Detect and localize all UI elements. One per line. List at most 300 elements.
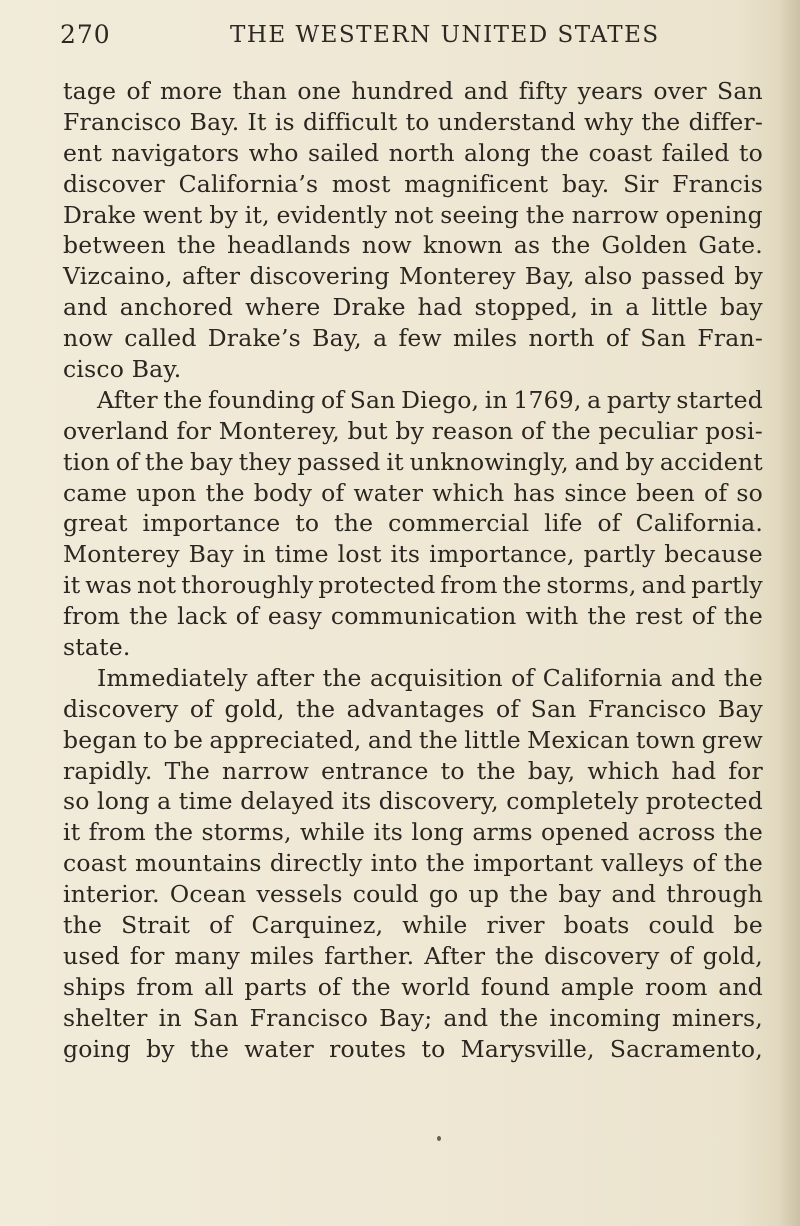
word: bay: [719, 293, 763, 322]
page-edge-shadow: [778, 0, 800, 1226]
word: California’s: [178, 169, 319, 198]
word: which: [432, 478, 505, 507]
word: also: [583, 262, 633, 291]
word: gold,: [702, 941, 763, 970]
word: thoroughly: [181, 571, 314, 600]
word: California.: [635, 509, 763, 538]
word: the: [495, 941, 535, 970]
word: differ-: [688, 107, 763, 136]
text-line: [63, 725, 763, 756]
text-line: [63, 941, 763, 972]
word: to: [405, 107, 430, 136]
word: it: [63, 818, 81, 847]
word: of: [235, 602, 259, 631]
word: the: [525, 200, 565, 229]
text-line: [63, 1034, 763, 1065]
text-line: [63, 478, 763, 509]
word: years: [577, 77, 644, 105]
word: directly: [269, 849, 363, 878]
word: in: [242, 540, 266, 569]
word: the: [509, 880, 549, 909]
word: coast: [63, 849, 127, 878]
word: headlands: [227, 231, 351, 260]
word: Francisco: [587, 694, 707, 723]
word: by: [209, 200, 238, 229]
word: the: [723, 602, 763, 631]
word: and: [463, 77, 509, 105]
word: from: [63, 602, 121, 631]
text-line: [63, 570, 763, 601]
word: discovery: [63, 694, 179, 723]
word: lost: [337, 540, 382, 569]
page-number: 270: [60, 20, 111, 49]
word: discovering: [249, 262, 390, 291]
word: than: [232, 77, 288, 105]
word: San: [192, 1003, 239, 1032]
word: Bay,: [524, 262, 575, 291]
word: into: [370, 849, 418, 878]
word: many: [174, 941, 241, 970]
word: partly: [583, 540, 656, 569]
word: of: [704, 478, 728, 507]
word: one: [297, 77, 342, 105]
word: has: [513, 478, 556, 507]
word: and: [670, 663, 716, 692]
word: few: [398, 324, 442, 353]
word: narrow: [571, 200, 659, 229]
word: to: [295, 509, 320, 538]
word: ships: [63, 972, 126, 1001]
text-line: [63, 354, 763, 385]
word: boats: [563, 911, 630, 940]
text-line: [63, 786, 763, 817]
word: 1769,: [513, 385, 582, 414]
word: who: [248, 138, 299, 167]
word: of: [321, 478, 345, 507]
word: opening: [665, 200, 763, 229]
word: Marysville,: [460, 1034, 595, 1063]
word: the: [334, 509, 374, 538]
word: understand: [437, 107, 576, 136]
word: Monterey: [398, 262, 516, 291]
word: called: [124, 324, 197, 353]
word: discovery: [544, 941, 660, 970]
word: gold,: [224, 694, 285, 723]
word: now: [361, 231, 412, 260]
word: California: [542, 663, 663, 692]
word: not: [136, 571, 177, 600]
word: completely: [506, 787, 639, 816]
word: life: [544, 509, 583, 538]
word: overland: [63, 416, 169, 445]
word: lack: [177, 602, 227, 631]
word: the: [425, 849, 465, 878]
word: anchored: [119, 293, 234, 322]
word: long: [411, 818, 465, 847]
word: storms,: [546, 571, 637, 600]
word: by: [625, 447, 655, 476]
word: and: [63, 293, 108, 322]
word: mountains: [134, 849, 262, 878]
word: the: [322, 663, 362, 692]
text-line: [63, 508, 763, 539]
word: tion: [63, 447, 111, 476]
word: is: [274, 107, 295, 136]
word: Francis: [672, 169, 763, 198]
word: the: [189, 1034, 230, 1063]
word: Drake’s: [207, 324, 301, 353]
word: the: [723, 818, 763, 847]
word: importance: [142, 509, 281, 538]
word: room: [645, 972, 708, 1001]
word: for: [129, 941, 165, 970]
word: of: [520, 416, 545, 445]
word: hundred: [351, 77, 454, 105]
word: important: [473, 849, 594, 878]
word: Fran-: [697, 324, 763, 353]
word: miles: [249, 941, 315, 970]
word: town: [635, 725, 696, 754]
word: had: [671, 756, 717, 785]
word: the: [723, 663, 763, 692]
word: discovery,: [378, 787, 499, 816]
word: Gate.: [698, 231, 763, 260]
word: by: [146, 1034, 175, 1063]
word: little: [464, 725, 521, 754]
word: of: [320, 385, 345, 414]
word: Vizcaino,: [63, 262, 173, 291]
word: its: [341, 787, 372, 816]
word: a: [625, 293, 640, 322]
word: be: [173, 725, 204, 754]
word: Monterey,: [218, 416, 340, 445]
word: routes: [329, 1034, 407, 1063]
word: party: [606, 385, 671, 414]
word: San: [349, 385, 396, 414]
word: coast: [588, 138, 653, 167]
word: north: [528, 324, 595, 353]
word: to: [421, 1034, 446, 1063]
word: shelter: [63, 1003, 148, 1032]
word: the: [129, 602, 169, 631]
word: Bay;: [379, 1003, 433, 1032]
page-header: [0, 20, 800, 56]
word: most: [331, 169, 391, 198]
word: of: [669, 941, 693, 970]
word: of: [189, 694, 214, 723]
text-line: [63, 694, 763, 725]
text-line: [63, 138, 763, 169]
word: the: [351, 972, 391, 1001]
word: the: [551, 231, 591, 260]
word: and: [443, 1003, 489, 1032]
word: miles: [453, 324, 518, 353]
word: where: [245, 293, 321, 322]
word: it,: [244, 200, 270, 229]
word: peculiar: [598, 416, 698, 445]
word: miners,: [671, 1003, 763, 1032]
word: in: [158, 1003, 182, 1032]
word: parts: [244, 972, 308, 1001]
word: body: [253, 478, 313, 507]
word: from: [136, 972, 194, 1001]
word: found: [480, 972, 551, 1001]
text-line: [63, 416, 763, 447]
word: reason: [431, 416, 514, 445]
word: the: [154, 818, 194, 847]
word: partly: [691, 571, 763, 600]
word: by: [395, 416, 425, 445]
word: in: [590, 293, 614, 322]
word: going: [63, 1034, 131, 1063]
word: to: [143, 725, 168, 754]
word: commercial: [388, 509, 530, 538]
word: could: [352, 880, 419, 909]
word: and: [574, 447, 620, 476]
text-line: [63, 632, 763, 663]
word: rapidly.: [63, 756, 153, 785]
word: Francisco: [63, 107, 182, 136]
text-line-content: state.: [63, 633, 131, 662]
body-text: [63, 76, 763, 1065]
word: began: [63, 725, 138, 754]
word: not: [394, 200, 434, 229]
word: tage: [63, 77, 117, 105]
word: to: [440, 756, 465, 785]
word: the: [587, 602, 627, 631]
word: was: [85, 571, 133, 600]
word: bay: [558, 880, 602, 909]
word: be: [733, 911, 763, 940]
word: arms: [472, 818, 533, 847]
text-line: [63, 323, 763, 354]
word: went: [143, 200, 203, 229]
text-line: [63, 200, 763, 231]
word: river: [486, 911, 545, 940]
word: world: [401, 972, 471, 1001]
word: came: [63, 478, 128, 507]
text-line: [63, 261, 763, 292]
word: of: [597, 509, 621, 538]
word: time: [178, 787, 233, 816]
word: Immediately: [97, 663, 248, 692]
word: Bay.: [189, 107, 240, 136]
text-line: [63, 169, 763, 200]
word: the: [641, 107, 681, 136]
word: rest: [635, 602, 683, 631]
word: the: [476, 756, 516, 785]
word: along: [464, 138, 531, 167]
word: San: [640, 324, 687, 353]
word: vessels: [256, 880, 343, 909]
word: Ocean: [169, 880, 247, 909]
word: little: [651, 293, 708, 322]
word: passed: [297, 447, 381, 476]
word: the: [145, 447, 185, 476]
word: after: [181, 262, 241, 291]
word: go: [428, 880, 459, 909]
word: importance,: [429, 540, 575, 569]
word: bay,: [527, 756, 576, 785]
word: so: [63, 787, 90, 816]
word: Carquinez,: [251, 911, 384, 940]
word: of: [511, 663, 535, 692]
text-line: [63, 817, 763, 848]
word: great: [63, 509, 128, 538]
word: storms,: [201, 818, 292, 847]
word: of: [126, 77, 150, 105]
word: in: [484, 385, 508, 414]
word: of: [605, 324, 630, 353]
word: and: [718, 972, 763, 1001]
word: it: [386, 447, 404, 476]
word: water: [353, 478, 424, 507]
word: failed: [661, 138, 730, 167]
text-line: [63, 107, 763, 138]
word: Golden: [601, 231, 688, 260]
word: fifty: [518, 77, 568, 105]
word: the: [551, 416, 591, 445]
word: protected: [645, 787, 763, 816]
word: now: [63, 324, 113, 353]
word: been: [636, 478, 695, 507]
word: the: [499, 1003, 539, 1032]
word: delayed: [240, 787, 335, 816]
word: magnificent: [404, 169, 549, 198]
text-line: [63, 539, 763, 570]
text-line: [63, 292, 763, 323]
word: of: [115, 447, 140, 476]
word: After: [97, 385, 158, 414]
word: ample: [560, 972, 635, 1001]
word: because: [664, 540, 763, 569]
word: opened: [541, 818, 630, 847]
text-line-content: cisco Bay.: [63, 355, 182, 384]
word: north: [388, 138, 455, 167]
word: but: [347, 416, 388, 445]
word: Bay,: [312, 324, 362, 353]
word: of: [209, 911, 233, 940]
word: ent: [63, 138, 103, 167]
word: with: [525, 602, 579, 631]
text-line: [63, 756, 763, 787]
word: Sir: [623, 169, 659, 198]
word: up: [468, 880, 500, 909]
word: easy: [267, 602, 322, 631]
word: the: [723, 849, 763, 878]
word: sailed: [307, 138, 380, 167]
word: Mexican: [527, 725, 630, 754]
word: bay.: [561, 169, 610, 198]
word: a: [587, 385, 602, 414]
word: difficult: [302, 107, 398, 136]
word: they: [238, 447, 292, 476]
word: The: [164, 756, 210, 785]
word: the: [163, 385, 203, 414]
text-line: [63, 879, 763, 910]
word: while: [299, 818, 366, 847]
word: the: [63, 911, 103, 940]
word: used: [63, 941, 120, 970]
word: of: [495, 694, 520, 723]
word: protected: [318, 571, 436, 600]
word: the: [176, 231, 217, 260]
text-line: [63, 447, 763, 478]
word: Sacramento,: [609, 1034, 763, 1063]
word: started: [676, 385, 763, 414]
word: its: [390, 540, 421, 569]
word: posi-: [705, 416, 763, 445]
word: communication: [330, 602, 517, 631]
word: time: [274, 540, 329, 569]
word: valleys: [601, 849, 685, 878]
word: as: [513, 231, 541, 260]
text-line: [63, 910, 763, 941]
word: which: [587, 756, 660, 785]
word: narrow: [221, 756, 310, 785]
word: the: [540, 138, 580, 167]
word: from: [88, 818, 146, 847]
word: a: [157, 787, 172, 816]
word: advantages: [346, 694, 485, 723]
text-line: [63, 230, 763, 261]
word: Francisco: [249, 1003, 369, 1032]
word: could: [648, 911, 715, 940]
word: interior.: [63, 880, 160, 909]
word: discover: [63, 169, 165, 198]
word: the: [502, 571, 542, 600]
word: to: [738, 138, 763, 167]
word: incoming: [549, 1003, 661, 1032]
ink-speck: [437, 1136, 441, 1141]
word: acquisition: [369, 663, 503, 692]
word: since: [564, 478, 628, 507]
text-line: [63, 385, 763, 416]
word: Drake: [332, 293, 406, 322]
word: San: [717, 77, 763, 105]
word: while: [402, 911, 468, 940]
word: and: [367, 725, 413, 754]
word: the: [296, 694, 336, 723]
word: Bay: [717, 694, 763, 723]
word: why: [584, 107, 634, 136]
word: upon: [136, 478, 197, 507]
word: passed: [641, 262, 725, 291]
word: from: [440, 571, 498, 600]
word: farther.: [324, 941, 415, 970]
word: known: [422, 231, 503, 260]
word: Drake: [63, 200, 137, 229]
word: long: [97, 787, 150, 816]
running-head: THE WESTERN UNITED STATES: [230, 22, 660, 48]
word: after: [255, 663, 315, 692]
word: and: [611, 880, 657, 909]
text-line: [63, 972, 763, 1003]
word: all: [204, 972, 234, 1001]
word: for: [176, 416, 212, 445]
word: Strait: [121, 911, 191, 940]
word: so: [736, 478, 763, 507]
word: over: [653, 77, 707, 105]
word: navigators: [111, 138, 240, 167]
word: it: [63, 571, 81, 600]
word: accident: [659, 447, 763, 476]
word: and: [641, 571, 687, 600]
word: evidently: [276, 200, 388, 229]
word: for: [728, 756, 763, 785]
word: entrance: [321, 756, 429, 785]
word: seeing: [440, 200, 520, 229]
